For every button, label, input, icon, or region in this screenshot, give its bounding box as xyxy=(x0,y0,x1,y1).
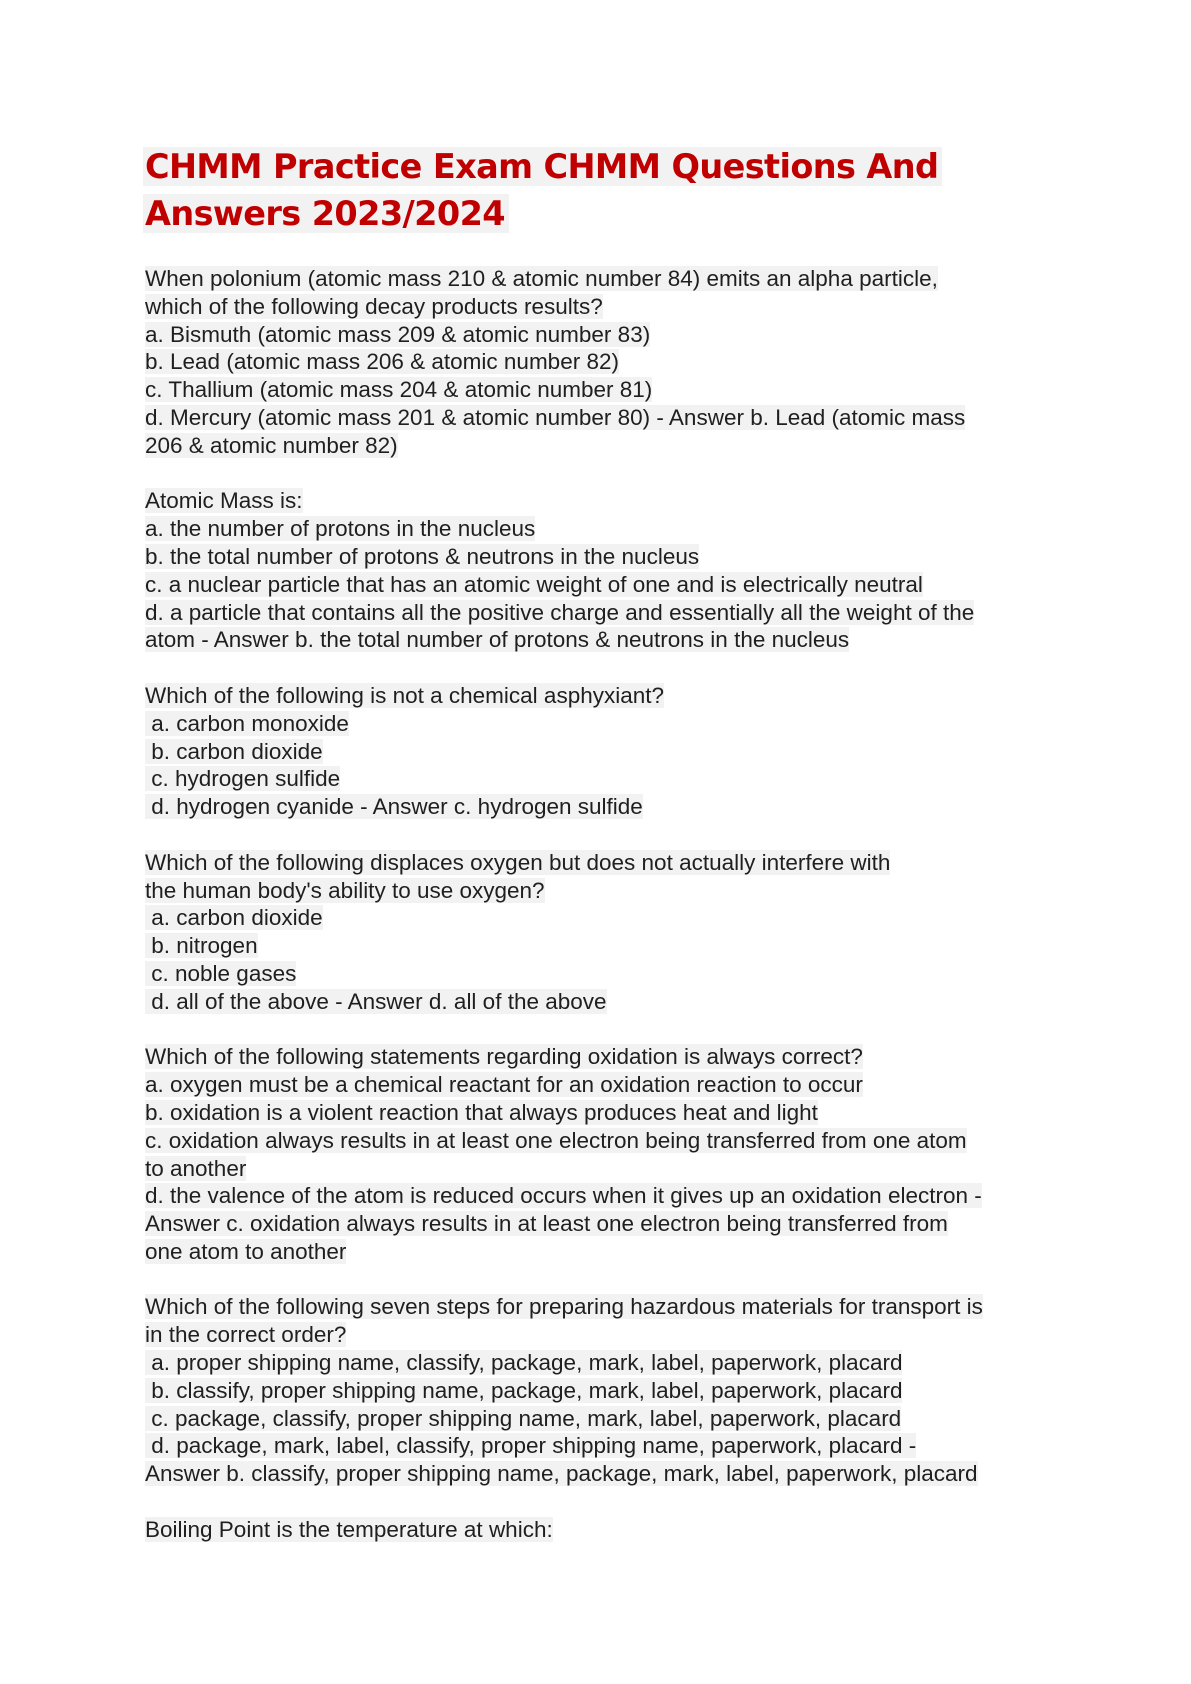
question-line xyxy=(145,1460,1045,1488)
question-line-text: c. Thallium (atomic mass 204 & atomic number 81) xyxy=(145,377,653,403)
question-line xyxy=(145,1182,1045,1210)
question-line-text: d. package, mark, label, classify, proper shipping name, paperwork, placard - xyxy=(145,1433,917,1459)
question-block xyxy=(145,265,1045,460)
question-line-text: c. package, classify, proper shipping name, mark, label, paperwork, placard xyxy=(145,1405,902,1431)
question-line xyxy=(145,960,1045,988)
question-block xyxy=(145,682,1045,821)
question-line xyxy=(145,793,1045,821)
question-line xyxy=(145,1377,1045,1405)
question-line-text: d. Mercury (atomic mass 201 & atomic number 80) - Answer b. Lead (atomic mass xyxy=(145,404,966,430)
question-line-text: a. carbon monoxide xyxy=(145,710,349,736)
question-separator xyxy=(145,821,1045,849)
question-line xyxy=(145,849,1045,877)
question-line xyxy=(145,877,1045,905)
question-line-text: b. the total number of protons & neutrons in the nucleus xyxy=(145,543,700,569)
question-line-text: Answer b. classify, proper shipping name, package, mark, label, paperwork, placard xyxy=(145,1461,978,1487)
question-line xyxy=(145,265,1045,293)
question-line-text: the human body's ability to use oxygen? xyxy=(145,877,545,903)
question-line-text: b. oxidation is a violent reaction that always produces heat and light xyxy=(145,1099,818,1125)
question-line xyxy=(145,543,1045,571)
question-line-text: c. oxidation always results in at least one electron being transferred from one atom xyxy=(145,1127,967,1153)
question-line xyxy=(145,710,1045,738)
question-line-text: 206 & atomic number 82) xyxy=(145,432,398,458)
question-separator xyxy=(145,460,1045,488)
title-line-2: Answers 2023/2024 xyxy=(143,194,509,233)
question-line-text: a. the number of protons in the nucleus xyxy=(145,516,536,542)
question-line-text: in the correct order? xyxy=(145,1322,347,1348)
question-line xyxy=(145,1321,1045,1349)
question-line xyxy=(145,1127,1045,1155)
question-line xyxy=(145,988,1045,1016)
question-line xyxy=(145,515,1045,543)
question-separator xyxy=(145,1016,1045,1044)
question-line-text: one atom to another xyxy=(145,1238,347,1264)
question-line-text: d. a particle that contains all the positive charge and essentially all the weight of the xyxy=(145,599,975,625)
question-line xyxy=(145,1238,1045,1266)
question-line xyxy=(145,1071,1045,1099)
question-line-text: b. carbon dioxide xyxy=(145,738,323,764)
question-line-text: d. all of the above - Answer d. all of the above xyxy=(145,988,607,1014)
question-line xyxy=(145,1432,1045,1460)
question-line-text: a. carbon dioxide xyxy=(145,905,323,931)
question-line xyxy=(145,932,1045,960)
question-line-text: to another xyxy=(145,1155,247,1181)
question-line-text: d. the valence of the atom is reduced occurs when it gives up an oxidation electron - xyxy=(145,1183,982,1209)
question-line-text: a. Bismuth (atomic mass 209 & atomic number 83) xyxy=(145,321,651,347)
question-line xyxy=(145,682,1045,710)
question-line xyxy=(145,321,1045,349)
question-separator xyxy=(145,654,1045,682)
question-line xyxy=(145,571,1045,599)
question-line-text: Atomic Mass is: xyxy=(145,488,303,514)
question-line-text: Answer c. oxidation always results in at least one electron being transferred from xyxy=(145,1211,948,1237)
question-line xyxy=(145,348,1045,376)
question-line-text: atom - Answer b. the total number of protons & neutrons in the nucleus xyxy=(145,627,850,653)
questions-content xyxy=(145,265,1045,1544)
question-line-text: Which of the following statements regarding oxidation is always correct? xyxy=(145,1044,863,1070)
question-line xyxy=(145,1405,1045,1433)
question-line xyxy=(145,432,1045,460)
question-line-text: b. Lead (atomic mass 206 & atomic number 82) xyxy=(145,349,619,375)
question-line xyxy=(145,293,1045,321)
question-line-text: Which of the following is not a chemical asphyxiant? xyxy=(145,682,665,708)
question-line xyxy=(145,1349,1045,1377)
question-block xyxy=(145,1043,1045,1265)
question-block xyxy=(145,487,1045,654)
question-line xyxy=(145,404,1045,432)
question-line-text: a. proper shipping name, classify, package, mark, label, paperwork, placard xyxy=(145,1350,903,1376)
question-line xyxy=(145,599,1045,627)
page-title xyxy=(143,143,1003,237)
question-separator xyxy=(145,1266,1045,1294)
question-line-text: When polonium (atomic mass 210 & atomic number 84) emits an alpha particle, xyxy=(145,266,938,291)
question-line xyxy=(145,904,1045,932)
question-line-text: which of the following decay products results? xyxy=(145,293,603,319)
question-line-text: Which of the following seven steps for preparing hazardous materials for transport is xyxy=(145,1294,983,1320)
question-line xyxy=(145,1155,1045,1183)
question-line-text: b. classify, proper shipping name, package, mark, label, paperwork, placard xyxy=(145,1377,903,1403)
question-line-text: a. oxygen must be a chemical reactant for an oxidation reaction to occur xyxy=(145,1072,863,1098)
question-line xyxy=(145,1516,1045,1544)
question-block xyxy=(145,1516,1045,1544)
title-line-1: CHMM Practice Exam CHMM Questions And xyxy=(143,147,942,186)
question-line xyxy=(145,1043,1045,1071)
question-line xyxy=(145,1293,1045,1321)
question-line-text: Boiling Point is the temperature at which: xyxy=(145,1516,553,1542)
question-line xyxy=(145,765,1045,793)
question-line xyxy=(145,738,1045,766)
question-line-text: d. hydrogen cyanide - Answer c. hydrogen sulfide xyxy=(145,794,643,820)
question-line-text: b. nitrogen xyxy=(145,933,258,959)
question-separator xyxy=(145,1488,1045,1516)
question-line xyxy=(145,626,1045,654)
question-block xyxy=(145,849,1045,1016)
question-line xyxy=(145,1099,1045,1127)
question-line-text: c. hydrogen sulfide xyxy=(145,766,341,792)
question-line xyxy=(145,1210,1045,1238)
question-line-text: c. a nuclear particle that has an atomic weight of one and is electrically neutral xyxy=(145,571,923,597)
question-line xyxy=(145,376,1045,404)
question-line-text: c. noble gases xyxy=(145,960,297,986)
question-line xyxy=(145,487,1045,515)
question-line-text: Which of the following displaces oxygen but does not actually interfere with xyxy=(145,849,891,875)
question-block xyxy=(145,1293,1045,1488)
